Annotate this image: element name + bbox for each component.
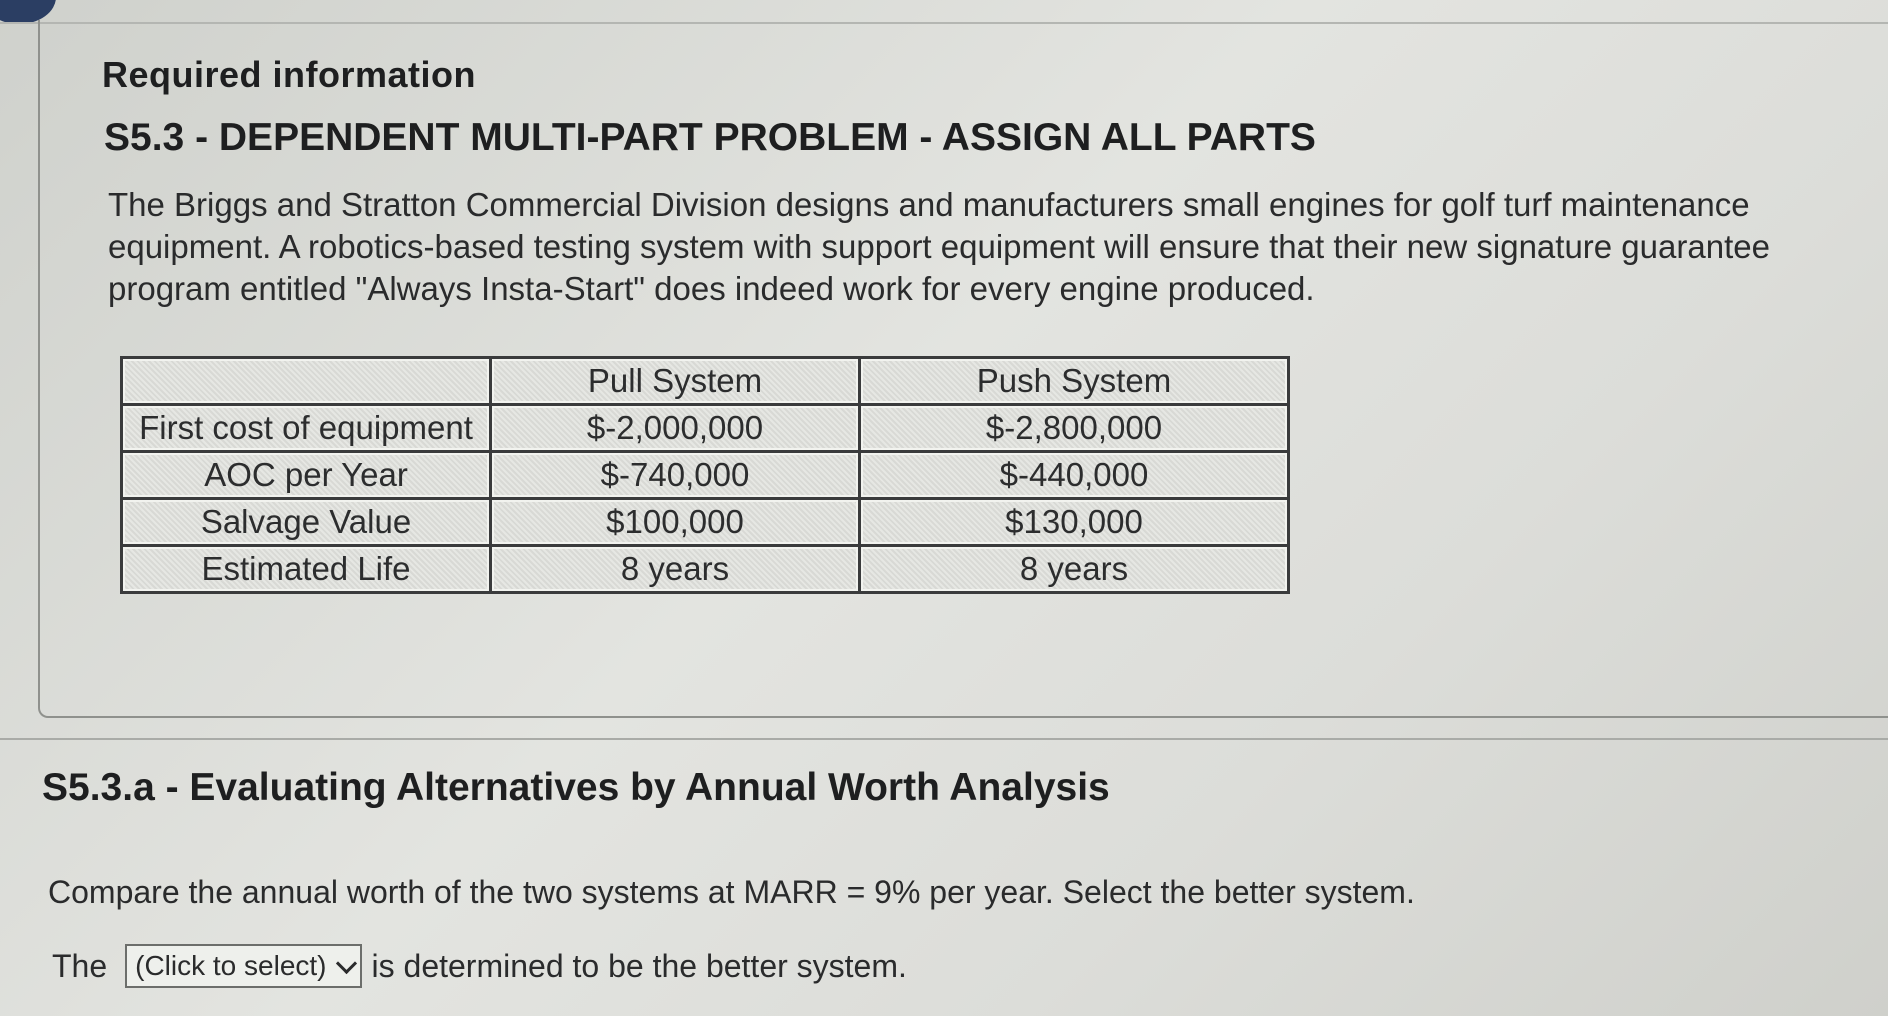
table-cell: 8 years	[491, 546, 860, 593]
table-row	[122, 452, 1289, 499]
chevron-down-icon	[335, 952, 356, 973]
alternatives-table	[120, 356, 1290, 594]
table-cell: $130,000	[860, 499, 1289, 546]
table-row-label: First cost of equipment	[122, 405, 491, 452]
answer-prefix: The	[52, 947, 108, 984]
problem-title: S5.3 - DEPENDENT MULTI-PART PROBLEM - ASSIGN ALL PARTS	[104, 116, 1316, 159]
table-row	[122, 546, 1289, 593]
part-divider	[0, 738, 1888, 740]
table-row	[122, 499, 1289, 546]
table-cell: $-440,000	[860, 452, 1289, 499]
table-row-label: Estimated Life	[122, 546, 491, 593]
table-header-cell	[122, 358, 491, 405]
required-information-heading: Required information	[102, 54, 477, 95]
table-header-row	[122, 358, 1289, 405]
table-row-label: Salvage Value	[122, 499, 491, 546]
table-header-cell: Pull System	[491, 358, 860, 405]
system-select-dropdown[interactable]	[125, 944, 361, 988]
answer-suffix: is determined to be the better system.	[371, 947, 907, 984]
select-value: (Click to select)	[135, 950, 327, 981]
table-cell: $100,000	[491, 499, 860, 546]
problem-description: The Briggs and Stratton Commercial Division designs and manufacturers small engines for golf turf maintenance equipment. A robotics-based testing system with support equipment will ensure that their new signature guarantee program entitled "Always Insta-Start" does indeed work for every engine produced.	[108, 186, 1770, 307]
table-row	[122, 405, 1289, 452]
table-cell: $-740,000	[491, 452, 860, 499]
table-header-cell: Push System	[860, 358, 1289, 405]
part-title: S5.3.a - Evaluating Alternatives by Annual Worth Analysis	[42, 766, 1110, 809]
table-cell: $-2,000,000	[491, 405, 860, 452]
table-row-label: AOC per Year	[122, 452, 491, 499]
question-text: Compare the annual worth of the two systems at MARR = 9% per year. Select the better system.	[48, 874, 1415, 910]
answer-sentence	[52, 944, 907, 988]
table-cell: 8 years	[860, 546, 1289, 593]
table-cell: $-2,800,000	[860, 405, 1289, 452]
